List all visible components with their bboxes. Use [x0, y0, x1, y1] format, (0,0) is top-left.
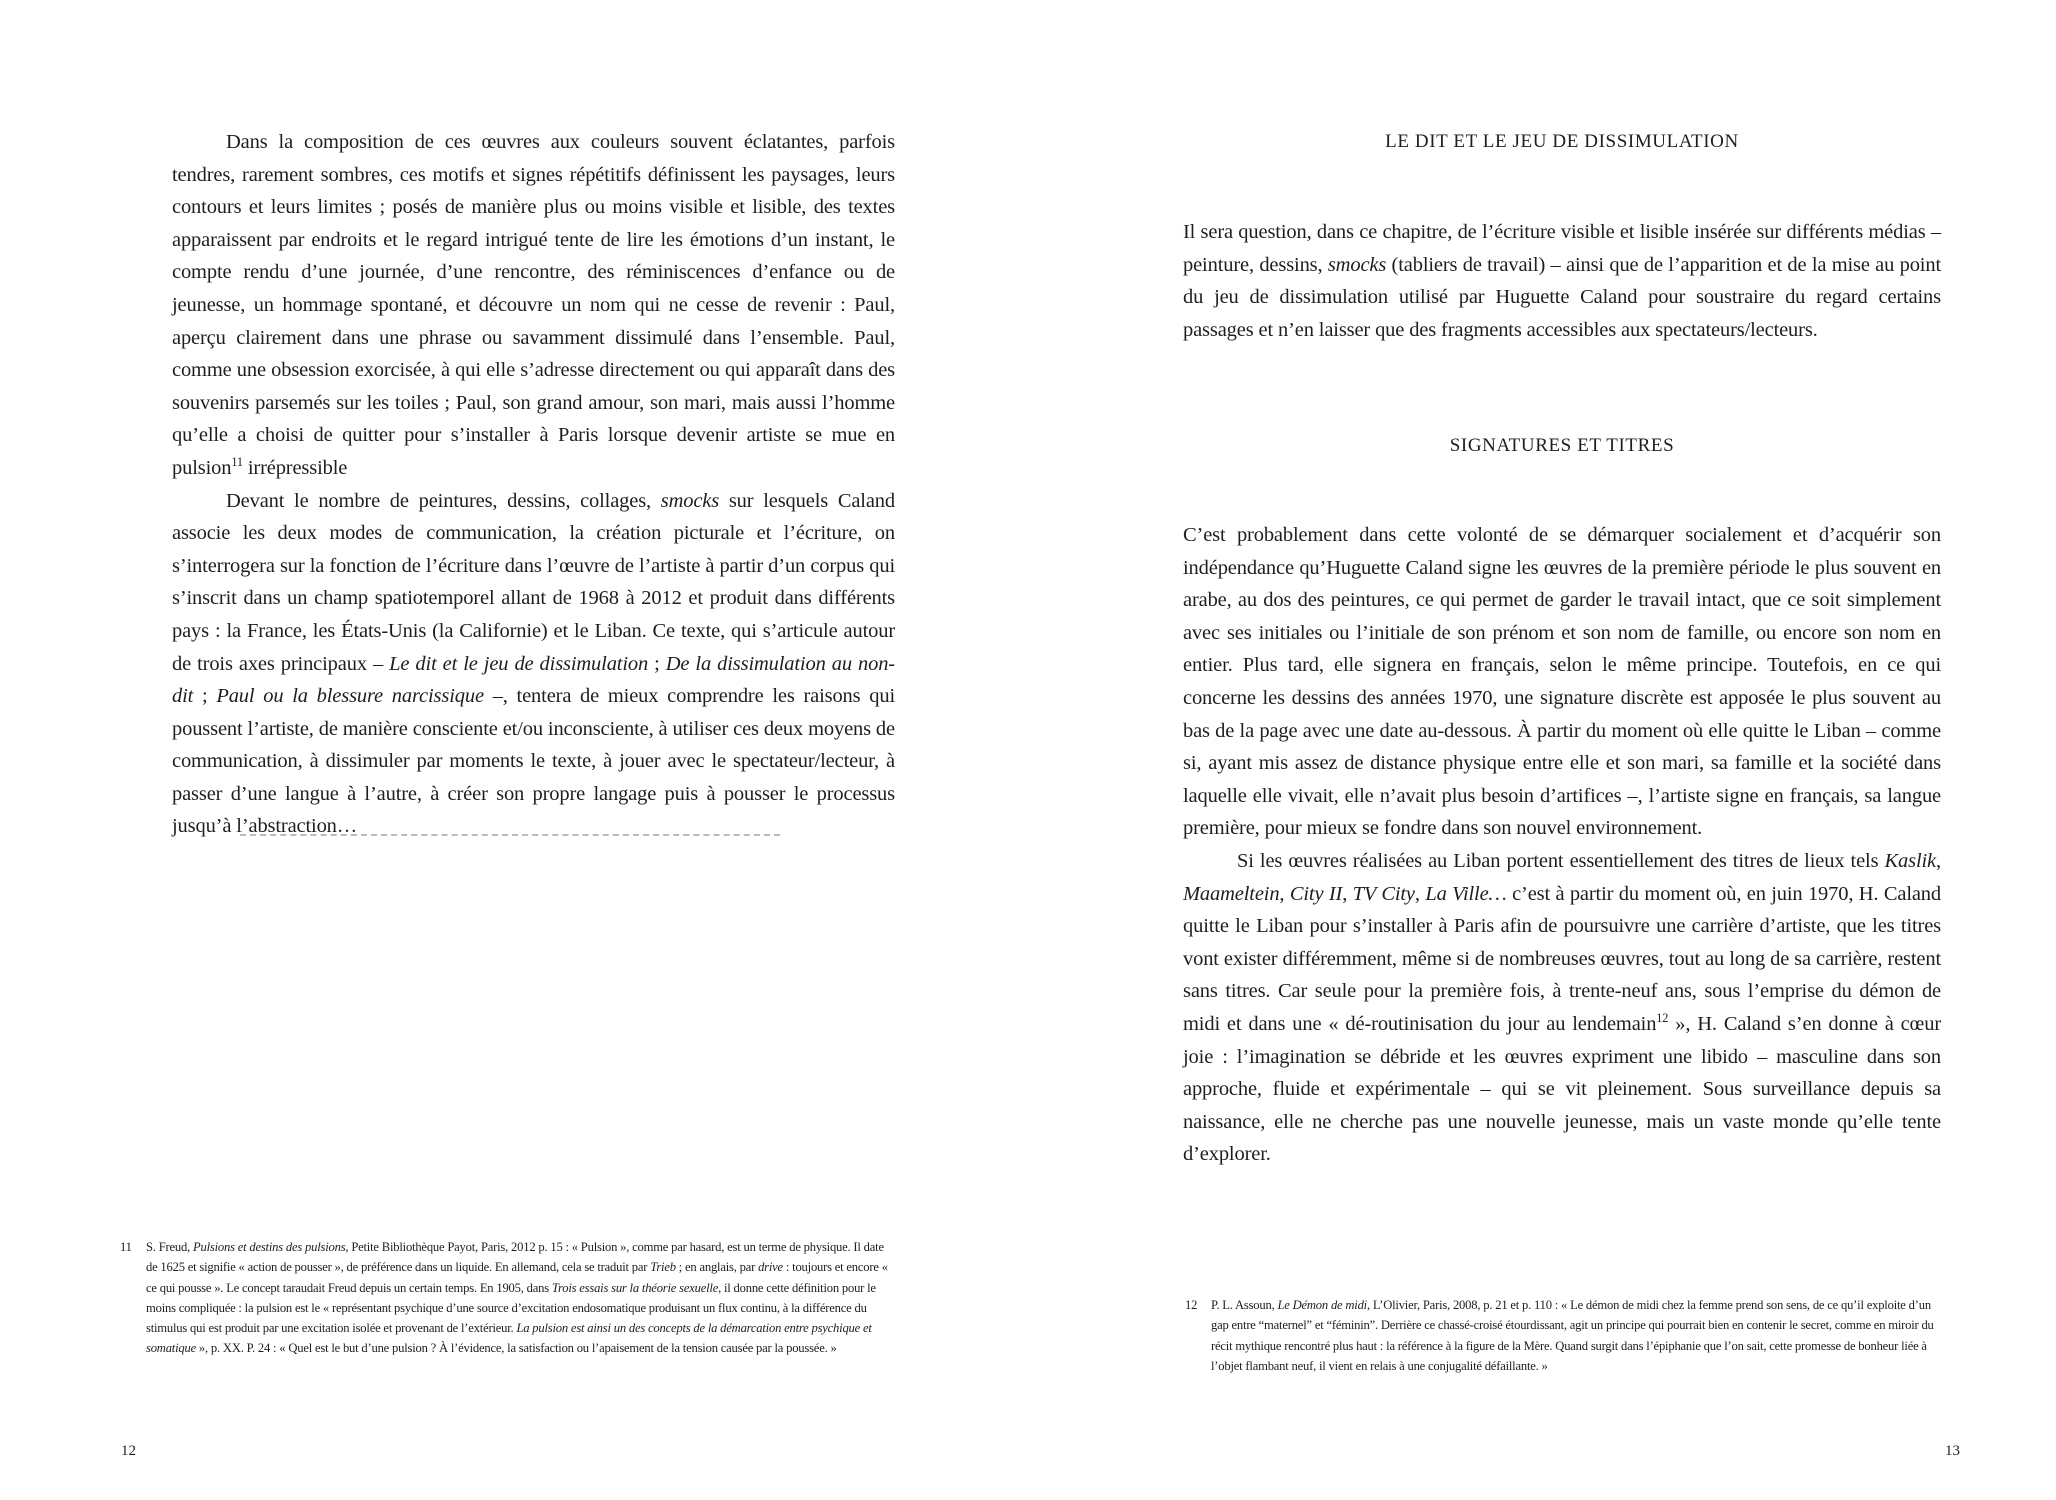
text-run: , [1279, 882, 1290, 905]
paragraph [172, 126, 895, 485]
text-run: c’est à partir du moment où, en juin 1970, H. Caland quitte le Liban pour s’installer à Paris afin de poursuivre une carrière d’artiste, que les titres vont exister différemment, même si de nombreuses œuvres, tout au long de sa carrière, restent sans titres. Car seule pour la première fois, à trente-neuf ans, sous l’emprise du démon de midi et dans une « dé-routinisation du jour au lendemain [1183, 882, 1942, 1035]
text-run: », p. XX. P. 24 : « Quel est le but d’une pulsion ? À l’évidence, la satisfaction ou l’apaisement de la tension causée par la poussée. » [195, 1341, 837, 1356]
text-run: , L’Olivier, Paris, 2008, p. 21 et p. 110 : « Le démon de midi chez la femme prend son sens, de ce qu’il exploite d’un gap entre “maternel” et “féminin”. Derrière ce chassé-croisé étourdissant, agit un principe qui pourrait bien en contenir le secret, comme en miroir du récit mythique rencontré plus haut : la référence à la figure de la Mère. Quand surgit dans l’épiphanie que l’on sait, cette promesse de bonheur liée à l’objet flambant neuf, il vient en relais à une conjugalité défaillante. » [1211, 1298, 1934, 1373]
text-run: ; [193, 685, 217, 708]
text-run: –, tentera de mieux comprendre les raisons qui poussent l’artiste, de manière consciente et/ou inconsciente, à utiliser ces deux moyens de communication, à dissimuler par moments le texte, à jouer avec le spectateur/lecteur, à passer d’une langue à l’autre, à créer son propre langage puis à pousser le processus jusqu’à l’abstraction… [172, 685, 895, 838]
text-run: Si les œuvres réalisées au Liban portent essentiellement des titres de lieux tels [1237, 849, 1885, 872]
italic-title: La Ville… [1425, 882, 1507, 905]
text-run: ; en anglais, par [675, 1260, 759, 1275]
italic-title: Maameltein [1183, 882, 1280, 905]
text-run: Il sera question, dans ce chapitre, de l’écriture visible et lisible insérée sur différents médias – peinture, dessins, [1183, 221, 1941, 276]
footnote-number: 12 [1185, 1298, 1198, 1312]
text-run: P. L. Assoun, [1211, 1298, 1278, 1312]
text-run: , [1936, 849, 1941, 872]
italic-title: La pulsion est ainsi un des concepts de la démarcation entre psychique et somatique [146, 1321, 872, 1356]
section-heading: SIGNATURES ET TITRES [1449, 435, 1675, 456]
italic-title: Le dit et le jeu de dissimulation [389, 652, 649, 675]
text-run: ; [648, 652, 666, 675]
right-page [1028, 0, 2056, 1500]
text-run: (tabliers de travail) – ainsi que de l’apparition et de la mise au point du jeu de dissimulation utilisé par Huguette Caland pour soustraire du regard certains passages et n’en laisser que des fragments accessibles aux spectateurs/lecteurs. [1183, 253, 1942, 341]
paragraph [1183, 216, 1941, 346]
page-number: 13 [1945, 1443, 1960, 1459]
italic-title: Paul ou la blessure narcissique [216, 685, 484, 708]
italic-title: Kaslik [1884, 849, 1937, 872]
italic-title: TV City [1352, 882, 1415, 905]
footnote-12 [1185, 1295, 1951, 1376]
section-divider [240, 834, 780, 836]
text-run: S. Freud, [146, 1240, 193, 1254]
text-run: C’est probablement dans cette volonté de se démarquer socialement et d’acquérir son indépendance qu’Huguette Caland signe les œuvres de la première période le plus souvent en arabe, au dos des peintures, ce qui permet de garder le travail intact, que ce soit simplement avec ses initiales ou l’initiale de son prénom et son nom de famille, ou encore son nom en entier. Plus tard, elle signera en français, selon le même principe. Toutefois, en ce qui concerne les dessins des années 1970, une signature discrète est apposée le plus souvent au bas de la page avec une date au-dessous. À partir du moment où elle quitte le Liban – comme si, ayant mis assez de distance physique entre elle et son mari, sa famille et la société dans laquelle elle vivait, elle n’avait plus besoin d’artifices –, l’artiste signe en français, sa langue première, pour mieux se fondre dans son nouvel environnement. [1183, 524, 1941, 840]
italic-title: smocks [660, 489, 720, 512]
footnote-11 [120, 1237, 896, 1359]
chapter-intro [1183, 216, 1941, 346]
right-body-text [1183, 519, 1941, 1171]
italic-title: Le Démon de midi [1277, 1298, 1367, 1312]
italic-title: Pulsions et destins des pulsions [192, 1240, 346, 1254]
text-run: irrépressible [242, 456, 348, 479]
paragraph [172, 485, 895, 844]
footnote-reference: 12 [1656, 1011, 1669, 1026]
chapter-heading: LE DIT ET LE JEU DE DISSIMULATION [1385, 131, 1739, 152]
footnote-text [1211, 1298, 1934, 1373]
text-run: : toujours et encore « ce qui pousse ». Le concept taraudait Freud depuis un certain temps. En 1905, dans [146, 1260, 888, 1295]
left-body-text [172, 126, 895, 843]
text-run: , [1414, 882, 1426, 905]
text-run: sur lesquels Caland associe les deux modes de communication, la création picturale et l’écriture, on s’interrogera sur la fonction de l’écriture dans l’œuvre de l’artiste à partir d’un corpus qui s’inscrit dans un champ spatiotemporel allant de 1968 à 2012 et produit dans différents pays : la France, les États-Unis (la Californie) et le Liban. Ce texte, qui s’articule autour de trois axes principaux – [172, 489, 896, 675]
text-run: , Petite Bibliothèque Payot, Paris, 2012 p. 15 : « Pulsion », comme par hasard, est un terme de physique. Il date de 1625 et signifie « action de pousser », de préférence dans un liquide. En allemand, cela se traduit par [146, 1240, 884, 1275]
italic-title: City II [1289, 882, 1343, 905]
text-run: Devant le nombre de peintures, dessins, collages, [226, 489, 661, 512]
page-number: 12 [121, 1443, 136, 1459]
text-run: », H. Caland s’en donne à cœur joie : l’imagination se débride et les œuvres expriment une libido – masculine dans son approche, fluide et expérimentale – qui se vit pleinement. Sous surveillance depuis sa naissance, elle ne cherche pas une nouvelle jeunesse, mais un vaste monde qu’elle tente d’explorer. [1183, 1012, 1941, 1166]
italic-title: Trieb [650, 1260, 676, 1275]
italic-title: De la dissimulation au non-dit [172, 652, 895, 708]
text-run: , [1342, 882, 1353, 905]
text-run: , il donne cette définition pour le moins compliquée : la pulsion est le « représentant psychique d’une source d’excitation endosomatique produisant un flux continu, à la différence du stimulus qui est produit par une excitation isolée et provenant de l’extérieur. [146, 1280, 876, 1336]
italic-title: drive [758, 1260, 783, 1275]
italic-title: smocks [1327, 253, 1387, 276]
italic-title: Trois essais sur la théorie sexuelle [551, 1280, 719, 1295]
paragraph [1183, 845, 1941, 1171]
paragraph [1183, 519, 1941, 845]
footnote-number: 11 [120, 1240, 132, 1254]
footnote-text [146, 1240, 888, 1355]
text-run: Dans la composition de ces œuvres aux couleurs souvent éclatantes, parfois tendres, rarement sombres, ces motifs et signes répétitifs définissent les paysages, leurs contours et leurs limites ; posés de manière plus ou moins visible et lisible, des textes apparaissent par endroits et le regard intrigué tente de lire les émotions d’un instant, le compte rendu d’une journée, d’une rencontre, des réminiscences d’enfance ou de jeunesse, un hommage spontané, et découvre un nom qui ne cesse de revenir : Paul, aperçu clairement dans une phrase ou savamment dissimulé dans l’ensemble. Paul, comme une obsession exorcisée, à qui elle s’adresse directement ou qui apparaît dans des souvenirs parsemés sur les toiles ; Paul, son grand amour, son mari, mais aussi l’homme qu’elle a choisi de quitter pour s’installer à Paris lorsque devenir artiste se mue en pulsion [172, 131, 895, 479]
footnote-reference: 11 [231, 455, 243, 470]
